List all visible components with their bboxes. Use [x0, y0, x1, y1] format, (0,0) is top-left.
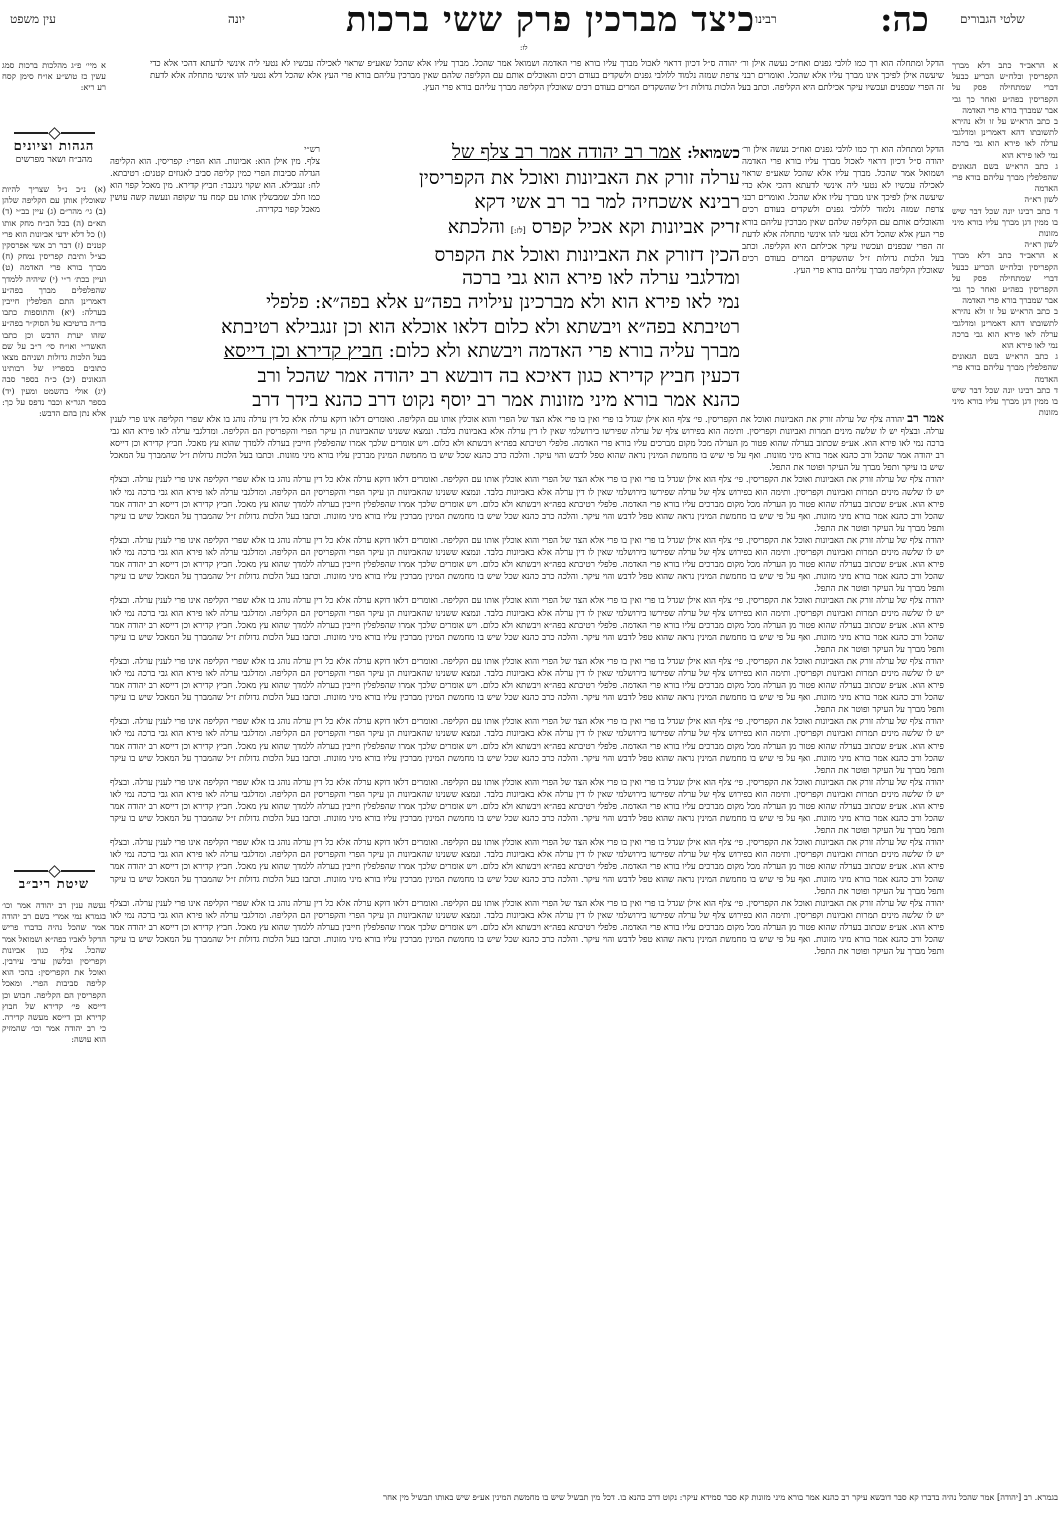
rabbeinu-yonah-top [150, 58, 944, 144]
right-source-1: לשון רא״ה [1024, 194, 1058, 205]
right-entry-a-repeat: א הראב״ד כתב דלא מברך הקפריסין ובלח״ש הכריע כבעל דברי שמתחילה פסק על הקפריסין בפה״ע ואחר כך גבי אבר שמברך בורא פרי האדמה [952, 250, 1058, 306]
tosafot-body-continued-5: יהודה צלף של ערלה זורק את האביונות ואוכל את הקפריסין. פי׳ צלף הוא אילן שגדל בו פרי ואין בו פרי אלא הצד של הפרי והוא אוכלין אותו עם הקליפה. ואומרים דלאו דוקא ערלה אלא כל דין ערלה נוהג בו אלא שפרי הקליפה אינו פרי לענין ערלה. ובצלף יש לו שלשה מינים תמרות ואביונות וקפריסין. ותימה הוא בפירוש צלף של ערלה שפירשו בירושלמי שאין לו דין ערלה אלא באביונות בלבד. ונמצא ששנינו שהאביונות הן עיקר הפרי והקפריסין הם הקליפה. ומדלגבי ערלה לאו פירא הוא גבי ברכה נמי לאו פירא הוא. אע״פ שכתוב בערלה שהוא פטור מן הערלה מכל מקום מברכים עליו בורא פרי האדמה. פלפלי רטיבתא בפה״א ויבשתא ולא כלום. ויש אומרים שלכך אמרו שהפלפלין חייבין בערלה ללמדך שהוא עץ מאכל. חביץ קדירא וכן דייסא רב יהודה אמר שהכל ורב כהנא אמר בורא מיני מזונות. ואף על פי שיש בו מחמשת המינין נראה שהוא טפל לדבש והוי עיקר. והלכה כרב כהנא שכל שיש בו מחמשת המינין מברכין עליו בורא מיני מזונות. וכתבו בעל הלכות גדולות ז״ל שהמברך על המאכל שיש בו עיקר ותפל מברך על העיקר ופוטר את התפל. [110, 717, 944, 776]
gemara-line-4: זריק אביונות וקא אכיל קפרס [531, 215, 740, 238]
gemara-line-7: ומדלגבי ערלה לאו פירא הוא גבי ברכה [462, 267, 740, 289]
hagahot-section [2, 128, 106, 165]
gemara-line-5: והלכתא [447, 215, 505, 238]
footer-text: בגמרא. רב [יהודה] אמר שהכל נהיה בדברו קא סבר דובשא עיקר רב כהנא אמר בורא מיני מזונות קא סבר סמידא עיקר: נקוט דרב כהנא בו. דכל מין תבשיל שיש בו מחמשת המינין אע״פ שיש באותו תבשיל מין אחר [383, 1492, 1058, 1502]
hagahot-title: הגהות וציונים [13, 139, 95, 154]
gemara-opening: כשמואל: [687, 144, 740, 162]
gemara-line-11: חביץ קדירא וכן דייסא [223, 340, 383, 363]
gemara-line-12: דכעין חביץ קדירא כגון דאיכא בה דובשא רב יהודה אמר שהכל ורב [257, 364, 740, 387]
yonah-heading: יונה [228, 12, 246, 26]
tosafot-body-continued-2: יהודה צלף של ערלה זורק את האביונות ואוכל את הקפריסין. פי׳ צלף הוא אילן שגדל בו פרי ואין בו פרי אלא הצד של הפרי והוא אוכלין אותו עם הקליפה. ואומרים דלאו דוקא ערלה אלא כל דין ערלה נוהג בו אלא שפרי הקליפה אינו פרי לענין ערלה. ובצלף יש לו שלשה מינים תמרות ואביונות וקפריסין. ותימה הוא בפירוש צלף של ערלה שפירשו בירושלמי שאין לו דין ערלה אלא באביונות בלבד. ונמצא ששנינו שהאביונות הן עיקר הפרי והקפריסין הם הקליפה. ומדלגבי ערלה לאו פירא הוא גבי ברכה נמי לאו פירא הוא. אע״פ שכתוב בערלה שהוא פטור מן הערלה מכל מקום מברכים עליו בורא פרי האדמה. פלפלי רטיבתא בפה״א ויבשתא ולא כלום. ויש אומרים שלכך אמרו שהפלפלין חייבין בערלה ללמדך שהוא עץ מאכל. חביץ קדירא וכן דייסא רב יהודה אמר שהכל ורב כהנא אמר בורא מיני מזונות. ואף על פי שיש בו מחמשת המינין נראה שהוא טפל לדבש והוי עיקר. והלכה כרב כהנא שכל שיש בו מחמשת המינין מברכין עליו בורא מיני מזונות. וכתבו בעל הלכות גדולות ז״ל שהמברך על המאכל שיש בו עיקר ותפל מברך על העיקר ופוטר את התפל. [110, 535, 944, 595]
hagahot-subtitle: מהב״ח ושאר מפרשים [15, 155, 93, 165]
tosafot-body-continued-6: יהודה צלף של ערלה זורק את האביונות ואוכל את הקפריסין. פי׳ צלף הוא אילן שגדל בו פרי ואין בו פרי אלא הצד של הפרי והוא אוכלין אותו עם הקליפה. ואומרים דלאו דוקא ערלה אלא כל דין ערלה נוהג בו אלא שפרי הקליפה אינו פרי לענין ערלה. ובצלף יש לו שלשה מינים תמרות ואביונות וקפריסין. ותימה הוא בפירוש צלף של ערלה שפירשו בירושלמי שאין לו דין ערלה אלא באביונות בלבד. ונמצא ששנינו שהאביונות הן עיקר הפרי והקפריסין הם הקליפה. ומדלגבי ערלה לאו פירא הוא גבי ברכה נמי לאו פירא הוא. אע״פ שכתוב בערלה שהוא פטור מן הערלה מכל מקום מברכים עליו בורא פרי האדמה. פלפלי רטיבתא בפה״א ויבשתא ולא כלום. ויש אומרים שלכך אמרו שהפלפלין חייבין בערלה ללמדך שהוא עץ מאכל. חביץ קדירא וכן דייסא רב יהודה אמר שהכל ורב כהנא אמר בורא מיני מזונות. ואף על פי שיש בו מחמשת המינין נראה שהוא טפל לדבש והוי עיקר. והלכה כרב כהנא שכל שיש בו מחמשת המינין מברכין עליו בורא מיני מזונות. וכתבו בעל הלכות גדולות ז״ל שהמברך על המאכל שיש בו עיקר ותפל מברך על העיקר ופוטר את התפל. [110, 777, 944, 837]
gemara-line-13: כהנא אמר בורא מיני מזונות אמר רב יוסף נקוט דרב כהנא בידך דרב [252, 389, 740, 410]
rabbeinu-heading: רבינו [755, 12, 777, 26]
hagahot-column [2, 184, 106, 846]
tosafot-body-continued-8: יהודה צלף של ערלה זורק את האביונות ואוכל את הקפריסין. פי׳ צלף הוא אילן שגדל בו פרי ואין בו פרי אלא הצד של הפרי והוא אוכלין אותו עם הקליפה. ואומרים דלאו דוקא ערלה אלא כל דין ערלה נוהג בו אלא שפרי הקליפה אינו פרי לענין ערלה. ובצלף יש לו שלשה מינים תמרות ואביונות וקפריסין. ותימה הוא בפירוש צלף של ערלה שפירשו בירושלמי שאין לו דין ערלה אלא באביונות בלבד. ונמצא ששנינו שהאביונות הן עיקר הפרי והקפריסין הם הקליפה. ומדלגבי ערלה לאו פירא הוא גבי ברכה נמי לאו פירא הוא. אע״פ שכתוב בערלה שהוא פטור מן הערלה מכל מקום מברכים עליו בורא פרי האדמה. פלפלי רטיבתא בפה״א ויבשתא ולא כלום. ויש אומרים שלכך אמרו שהפלפלין חייבין בערלה ללמדך שהוא עץ מאכל. חביץ קדירא וכן דייסא רב יהודה אמר שהכל ורב כהנא אמר בורא מיני מזונות. ואף על פי שיש בו מחמשת המינין נראה שהוא טפל לדבש והוי עיקר. והלכה כרב כהנא שכל שיש בו מחמשת המינין מברכין עליו בורא מיני מזונות. וכתבו בעל הלכות גדולות ז״ל שהמברך על המאכל שיש בו עיקר ותפל מברך על העיקר ופוטר את התפל. [110, 898, 944, 958]
gemara-line-8: נמי לאו פירא הוא ולא מברכינן עילויה בפה״ע אלא בפה״א: פלפלי [266, 291, 740, 313]
ritva-body: נעשה ענין רב יהודה אמר וכו׳ בגמרא נמי אמרי בשם רב יהודה אמר שהכל נהיה בדברו פריש הדקל לאביו בפה״א ושמואל אמר שהכל. צלף כגון אביונות וקפריסין ובלשון ערבי עירבין. ואוכל את הקפריסין: בהכי הוא קליפה סביבות הפרי. ומאכל הקפריסין הם הקליפה. חבוש וכן דייסא פי׳ קדירא של חבוץ קדירא ובן דייסא מעשה קדירה. כי רב יהודה אמר וכו׳ שהמזיק הוא עושה: [2, 900, 106, 1045]
gemara-line-2: ערלה זורק את האביונות ואוכל את הקפריסין [418, 166, 740, 189]
tosafot-body: יהודה צלף של ערלה זורק את האביונות ואוכל את הקפריסין. פי׳ צלף הוא אילן שגדל בו פרי ואין בו פרי אלא הצד של הפרי והוא אוכלין אותו עם הקליפה. ואומרים דלאו דוקא ערלה אלא כל דין ערלה נוהג בו אלא שפרי הקליפה אינו פרי לענין ערלה. ובצלף יש לו שלשה מינים תמרות ואביונות וקפריסין. ותימה הוא בפירוש צלף של ערלה שפירשו בירושלמי שאין לו דין ערלה אלא באביונות בלבד. ונמצא ששנינו שהאביונות הן עיקר הפרי והקפריסין הם הקליפה. ומדלגבי ערלה לאו פירא הוא גבי ברכה נמי לאו פירא הוא. אע״פ שכתוב בערלה שהוא פטור מן הערלה מכל מקום מברכים עליו בורא פרי האדמה. פלפלי רטיבתא בפה״א ויבשתא ולא כלום. ויש אומרים שלכך אמרו שהפלפלין חייבין בערלה ללמדך שהוא עץ מאכל. חביץ קדירא וכן דייסא רב יהודה אמר שהכל ורב כהנא אמר בורא מיני מזונות. ואף על פי שיש בו מחמשת המינין נראה שהוא טפל לדבש והוי עיקר. והלכה כרב כהנא שכל שיש בו מחמשת המינין מברכין עליו בורא מיני מזונות. וכתבו בעל הלכות גדולות ז״ל שהמברך על המאכל שיש בו עיקר ותפל מברך על העיקר ופוטר את התפל. [110, 415, 944, 474]
right-entry-b: ב כתב הרא״ש על זו ולא נהירא לתשובתו דהא דאמרינן ומדלגבי ערלה לאו פירא הוא גבי ברכה נמי לאו פירא הוא [952, 116, 1058, 160]
shiltei-hagiborim-column [952, 60, 1058, 1490]
tosafot-body-continued-3: יהודה צלף של ערלה זורק את האביונות ואוכל את הקפריסין. פי׳ צלף הוא אילן שגדל בו פרי ואין בו פרי אלא הצד של הפרי והוא אוכלין אותו עם הקליפה. ואומרים דלאו דוקא ערלה אלא כל דין ערלה נוהג בו אלא שפרי הקליפה אינו פרי לענין ערלה. ובצלף יש לו שלשה מינים תמרות ואביונות וקפריסין. ותימה הוא בפירוש צלף של ערלה שפירשו בירושלמי שאין לו דין ערלה אלא באביונות בלבד. ונמצא ששנינו שהאביונות הן עיקר הפרי והקפריסין הם הקליפה. ומדלגבי ערלה לאו פירא הוא גבי ברכה נמי לאו פירא הוא. אע״פ שכתוב בערלה שהוא פטור מן הערלה מכל מקום מברכים עליו בורא פרי האדמה. פלפלי רטיבתא בפה״א ויבשתא ולא כלום. ויש אומרים שלכך אמרו שהפלפלין חייבין בערלה ללמדך שהוא עץ מאכל. חביץ קדירא וכן דייסא רב יהודה אמר שהכל ורב כהנא אמר בורא מיני מזונות. ואף על פי שיש בו מחמשת המינין נראה שהוא טפל לדבש והוי עיקר. והלכה כרב כהנא שכל שיש בו מחמשת המינין מברכין עליו בורא מיני מזונות. וכתבו בעל הלכות גדולות ז״ל שהמברך על המאכל שיש בו עיקר ותפל מברך על העיקר ופוטר את התפל. [110, 596, 944, 655]
rabbeinu-yonah-body: הדקל ומתחלה הוא רך כמו לולבי גפנים ואח״כ נעשה אילן ור׳ יהודה ס״ל דכיון דראוי לאכול מברך עליו בורא פרי האדמה ושמואל אמר שהכל. מברך עליו אלא שהכל שאע״פ שראוי לאכילה עכשיו לא נטעי ליה אינשי לדעתא דהכי אלא כדי שיעשה אילן לפיכך אינו מברך עליו אלא שהכל. ואומרים רבני צרפת שמזה נלמוד ללולבי גפנים ולשקדים בעודם רכים והאוכלים אותם עם הקליפה שלהם שאין מברכין עליהם בורא פרי העץ אלא שהכל דלא נטעי להו אינשי מתחלה אלא לדעת זה הפרי שבפנים ועכשיו עיקר אכילתם היא הקליפה. וכתב בעל הלכות גדולות ז״ל שהשקדים המרים בעודם רכים שאוכלין הקליפה מברך עליהם בורא פרי העץ. [150, 59, 944, 94]
tosafot-body-continued: יהודה צלף של ערלה זורק את האביונות ואוכל את הקפריסין. פי׳ צלף הוא אילן שגדל בו פרי ואין בו פרי אלא הצד של הפרי והוא אוכלין אותו עם הקליפה. ואומרים דלאו דוקא ערלה אלא כל דין ערלה נוהג בו אלא שפרי הקליפה אינו פרי לענין ערלה. ובצלף יש לו שלשה מינים תמרות ואביונות וקפריסין. ותימה הוא בפירוש צלף של ערלה שפירשו בירושלמי שאין לו דין ערלה אלא באביונות בלבד. ונמצא ששנינו שהאביונות הן עיקר הפרי והקפריסין הם הקליפה. ומדלגבי ערלה לאו פירא הוא גבי ברכה נמי לאו פירא הוא. אע״פ שכתוב בערלה שהוא פטור מן הערלה מכל מקום מברכים עליו בורא פרי האדמה. פלפלי רטיבתא בפה״א ויבשתא ולא כלום. ויש אומרים שלכך אמרו שהפלפלין חייבין בערלה ללמדך שהוא עץ מאכל. חביץ קדירא וכן דייסא רב יהודה אמר שהכל ורב כהנא אמר בורא מיני מזונות. ואף על פי שיש בו מחמשת המינין נראה שהוא טפל לדבש והוי עיקר. והלכה כרב כהנא שכל שיש בו מחמשת המינין מברכין עליו בורא מיני מזונות. וכתבו בעל הלכות גדולות ז״ל שהמברך על המאכל שיש בו עיקר ותפל מברך על העיקר ופוטר את התפל. [110, 475, 944, 534]
tosafot-column [110, 412, 944, 1490]
footer-note [100, 1492, 1058, 1506]
right-entry-b-repeat: ב כתב הרא״ש על זו ולא נהירא לתשובתו דהא דאמרינן ומדלגבי ערלה לאו פירא הוא גבי ברכה נמי לאו פירא הוא [952, 306, 1058, 351]
right-entry-d-repeat: ד כתב רבינו יונה שכל דבר שיש בו ממין דגן מברך עליו בורא מיני מזונות [952, 384, 1058, 418]
right-entry-c-repeat: ג כתב הרא״ש בשם הגאונים שהפלפלין מברך עליהם בורא פרי האדמה [952, 351, 1058, 384]
ritva-title: שיטת ריב״ב [18, 877, 90, 892]
gemara-line-10: מברך עליה בורא פרי האדמה ויבשתא ולא כלום: [388, 340, 740, 363]
right-entry-d: ד כתב רבינו יונה שכל דבר שיש בו ממין דגן מברך עליו בורא מיני מזונות [952, 205, 1058, 239]
ornament-divider [2, 866, 106, 876]
tosafot-opening: אמר רב [907, 412, 944, 425]
right-source-2: לשון רא״ה [1024, 239, 1058, 250]
rabbeinu-yonah-continued: הדקל ומתחלה הוא רך כמו לולבי גפנים ואח״כ נעשה אילן ור׳ יהודה ס״ל דכיון דראוי לאכול מברך עליו בורא פרי האדמה ושמואל אמר שהכל. מברך עליו אלא שהכל שאע״פ שראוי לאכילה עכשיו לא נטעי ליה אינשי לדעתא דהכי אלא כדי שיעשה אילן לפיכך אינו מברך עליו אלא שהכל. ואומרים רבני צרפת שמזה נלמוד ללולבי גפנים ולשקדים בעודם רכים והאוכלים אותם עם הקליפה שלהם שאין מברכין עליהם בורא פרי העץ אלא שהכל דלא נטעי להו אינשי מתחלה אלא לדעת זה הפרי שבפנים ועכשיו עיקר אכילתם היא הקליפה. וכתב בעל הלכות גדולות ז״ל שהשקדים המרים בעודם רכים שאוכלין הקליפה מברך עליהם בורא פרי העץ. [742, 145, 944, 276]
right-entry-c: ג כתב הרא״ש בשם הגאונים שהפלפלין מברך עליהם בורא פרי האדמה [952, 160, 1058, 194]
ritva-section [2, 866, 106, 892]
rashi-title: רש״י [304, 145, 320, 155]
ritva-column [2, 900, 106, 1488]
shiltei-hagiborim-heading: שלטי הגבורים [960, 12, 1025, 26]
cross-reference: לז: [520, 44, 528, 52]
gemara-line-1: אמר רב יהודה אמר רב צלף של [452, 141, 682, 163]
gemara-ref-marker: [לז:] [510, 225, 526, 235]
gemara-mid [322, 266, 740, 290]
gemara-upper [322, 140, 740, 280]
right-entry-a: א הראב״ד כתב דלא מברך הקפריסין ובלח״ש הכריע כבעל דברי שמתחילה פסק על הקפריסין בפה״ע ואחר כך גבי אבר שמברך בורא פרי האדמה [952, 60, 1058, 115]
gemara-line-6: הכין דזורק את האביונות ואוכל את הקפרס [434, 244, 740, 267]
page-title: כיצד מברכין פרק ששי ברכות [346, 0, 756, 40]
hagahot-body: (א) נ״ב נ״ל שצריך להיות שאוכלין אותן עם הקליפה שלהן (ב) גי׳ מהר״ם (ג) עיין בב״י (ד) תא״ם (ה) בכל הב״ח מחק אותו (ו) כל דלא ידעי אביונות הוא פרי קטנים (ז) דבר רב אשי אפרסקין כצ״ל ותיבת קפריסין נמחק (ח) מברך בורא פרי האדמה (ט) ועיין בכת׳ ר״י (י) שיהיה ללמדך שהפלפלים מברך בפה״ע דאמרינן התם הפלפלין חייבין בערלה: (יא) והתוספות כתבו בד״ה ברטיבא על הסוק״ר בפה״ע שזהו יערת הדבש וכן כתבו האשר״י ואו״ח סי׳ ר״ב על שם בעל הלכות גדולות ושניהם מצאו כתובים בספריו של רבותינו הגאונים (יב) כ״ה בספר סבה (יג) אולי בהשמט ומעין (יד) בספר הגר״א וכבר נדפס על כך: אלא נתן בהם הדבש: [2, 184, 106, 419]
gemara-line-9: רטיבתא בפה״א ויבשתא ולא כלום דלאו אוכלא הוא וכן זנגבילא רטיבתא [221, 315, 740, 338]
rashi-body: צלף. מין אילן הוא: אביונות. הוא הפרי: קפריסין. הוא הקליפה הגדלה סביבות הפרי כמין קליפה סביב לאגוזים קטנים: רטיבתא. לח: זנגבילא. הוא שקוי גינגבר: חביץ קדירא. מין מאכל קפוי הוא כמו חלב שמבשלין אותו עם קמח עד שקופה ונעשה קשה עושין מאכל קפוי בקדירה. [110, 157, 320, 216]
gemara-line-3: רבינא אשכחיה למר בר רב אשי דקא [474, 191, 740, 214]
ein-mishpat-heading: עין משפט [10, 12, 56, 26]
ein-mishpat-entry: א מיי׳ פ״ג מהלכות ברכות סמג עשין כז טוש״ע או״ח סימן קסח רע ריא: [2, 60, 106, 93]
tosafot-upper-column [742, 144, 944, 412]
ein-mishpat-column [2, 60, 106, 118]
daf-number: כה: [880, 0, 929, 40]
gemara-lower [105, 290, 740, 410]
ornament-divider [2, 128, 106, 138]
tosafot-body-continued-4: יהודה צלף של ערלה זורק את האביונות ואוכל את הקפריסין. פי׳ צלף הוא אילן שגדל בו פרי ואין בו פרי אלא הצד של הפרי והוא אוכלין אותו עם הקליפה. ואומרים דלאו דוקא ערלה אלא כל דין ערלה נוהג בו אלא שפרי הקליפה אינו פרי לענין ערלה. ובצלף יש לו שלשה מינים תמרות ואביונות וקפריסין. ותימה הוא בפירוש צלף של ערלה שפירשו בירושלמי שאין לו דין ערלה אלא באביונות בלבד. ונמצא ששנינו שהאביונות הן עיקר הפרי והקפריסין הם הקליפה. ומדלגבי ערלה לאו פירא הוא גבי ברכה נמי לאו פירא הוא. אע״פ שכתוב בערלה שהוא פטור מן הערלה מכל מקום מברכים עליו בורא פרי האדמה. פלפלי רטיבתא בפה״א ויבשתא ולא כלום. ויש אומרים שלכך אמרו שהפלפלין חייבין בערלה ללמדך שהוא עץ מאכל. חביץ קדירא וכן דייסא רב יהודה אמר שהכל ורב כהנא אמר בורא מיני מזונות. ואף על פי שיש בו מחמשת המינין נראה שהוא טפל לדבש והוי עיקר. והלכה כרב כהנא שכל שיש בו מחמשת המינין מברכין עליו בורא מיני מזונות. וכתבו בעל הלכות גדולות ז״ל שהמברך על המאכל שיש בו עיקר ותפל מברך על העיקר ופוטר את התפל. [110, 656, 944, 716]
tosafot-body-continued-7: יהודה צלף של ערלה זורק את האביונות ואוכל את הקפריסין. פי׳ צלף הוא אילן שגדל בו פרי ואין בו פרי אלא הצד של הפרי והוא אוכלין אותו עם הקליפה. ואומרים דלאו דוקא ערלה אלא כל דין ערלה נוהג בו אלא שפרי הקליפה אינו פרי לענין ערלה. ובצלף יש לו שלשה מינים תמרות ואביונות וקפריסין. ותימה הוא בפירוש צלף של ערלה שפירשו בירושלמי שאין לו דין ערלה אלא באביונות בלבד. ונמצא ששנינו שהאביונות הן עיקר הפרי והקפריסין הם הקליפה. ומדלגבי ערלה לאו פירא הוא גבי ברכה נמי לאו פירא הוא. אע״פ שכתוב בערלה שהוא פטור מן הערלה מכל מקום מברכים עליו בורא פרי האדמה. פלפלי רטיבתא בפה״א ויבשתא ולא כלום. ויש אומרים שלכך אמרו שהפלפלין חייבין בערלה ללמדך שהוא עץ מאכל. חביץ קדירא וכן דייסא רב יהודה אמר שהכל ורב כהנא אמר בורא מיני מזונות. ואף על פי שיש בו מחמשת המינין נראה שהוא טפל לדבש והוי עיקר. והלכה כרב כהנא שכל שיש בו מחמשת המינין מברכין עליו בורא מיני מזונות. וכתבו בעל הלכות גדולות ז״ל שהמברך על המאכל שיש בו עיקר ותפל מברך על העיקר ופוטר את התפל. [110, 838, 944, 897]
